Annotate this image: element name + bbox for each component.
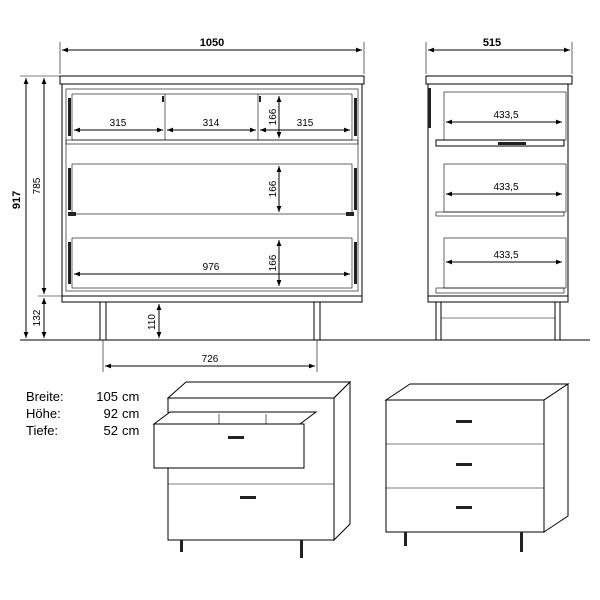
side-top-plate <box>426 76 572 84</box>
side-depth-mid-label: 433,5 <box>493 182 519 193</box>
leg-span-label: 726 <box>201 354 219 365</box>
side-view <box>426 37 572 340</box>
base-plate <box>62 296 362 302</box>
side-depth-top-label: 433,5 <box>493 110 519 121</box>
drawer-h-bot-label: 166 <box>268 254 279 272</box>
inner-width-label: 976 <box>202 262 220 273</box>
width-label: 1050 <box>199 37 225 49</box>
leg-right <box>314 302 320 340</box>
col-mid-label: 314 <box>202 118 220 129</box>
col-left-label: 315 <box>109 118 127 129</box>
side-depth-bot-label: 433,5 <box>493 250 519 261</box>
spec-value: 105 <box>96 389 118 404</box>
side-leg-front <box>436 302 441 340</box>
width-dimension <box>60 37 364 74</box>
spec-unit: cm <box>122 389 140 404</box>
spec-row-depth <box>26 422 139 439</box>
iso-closed <box>386 384 568 552</box>
spec-label: Höhe: <box>26 406 61 421</box>
spec-row-height <box>26 405 139 422</box>
total-height-label: 917 <box>11 190 23 210</box>
spec-label: Tiefe: <box>26 423 59 438</box>
col-right-label: 315 <box>296 118 314 129</box>
leg-height-label: 110 <box>147 314 158 330</box>
spec-unit: cm <box>122 406 140 421</box>
spec-value: 92 <box>103 406 118 421</box>
spec-value: 52 <box>103 423 118 438</box>
spec-row-width <box>26 388 139 405</box>
body-height-label: 785 <box>32 177 43 195</box>
specs-panel <box>26 388 139 439</box>
spec-label: Breite: <box>26 389 64 404</box>
iso-open-drawer <box>154 382 350 558</box>
side-leg-back <box>555 302 560 340</box>
drawer-h-top-label: 166 <box>268 108 279 126</box>
spec-unit: cm <box>122 423 140 438</box>
leg-left <box>100 302 106 340</box>
top-plate <box>60 76 364 84</box>
drawer-h-mid-label: 166 <box>268 180 279 198</box>
base-height-label: 132 <box>32 309 43 327</box>
depth-label: 515 <box>482 37 502 49</box>
